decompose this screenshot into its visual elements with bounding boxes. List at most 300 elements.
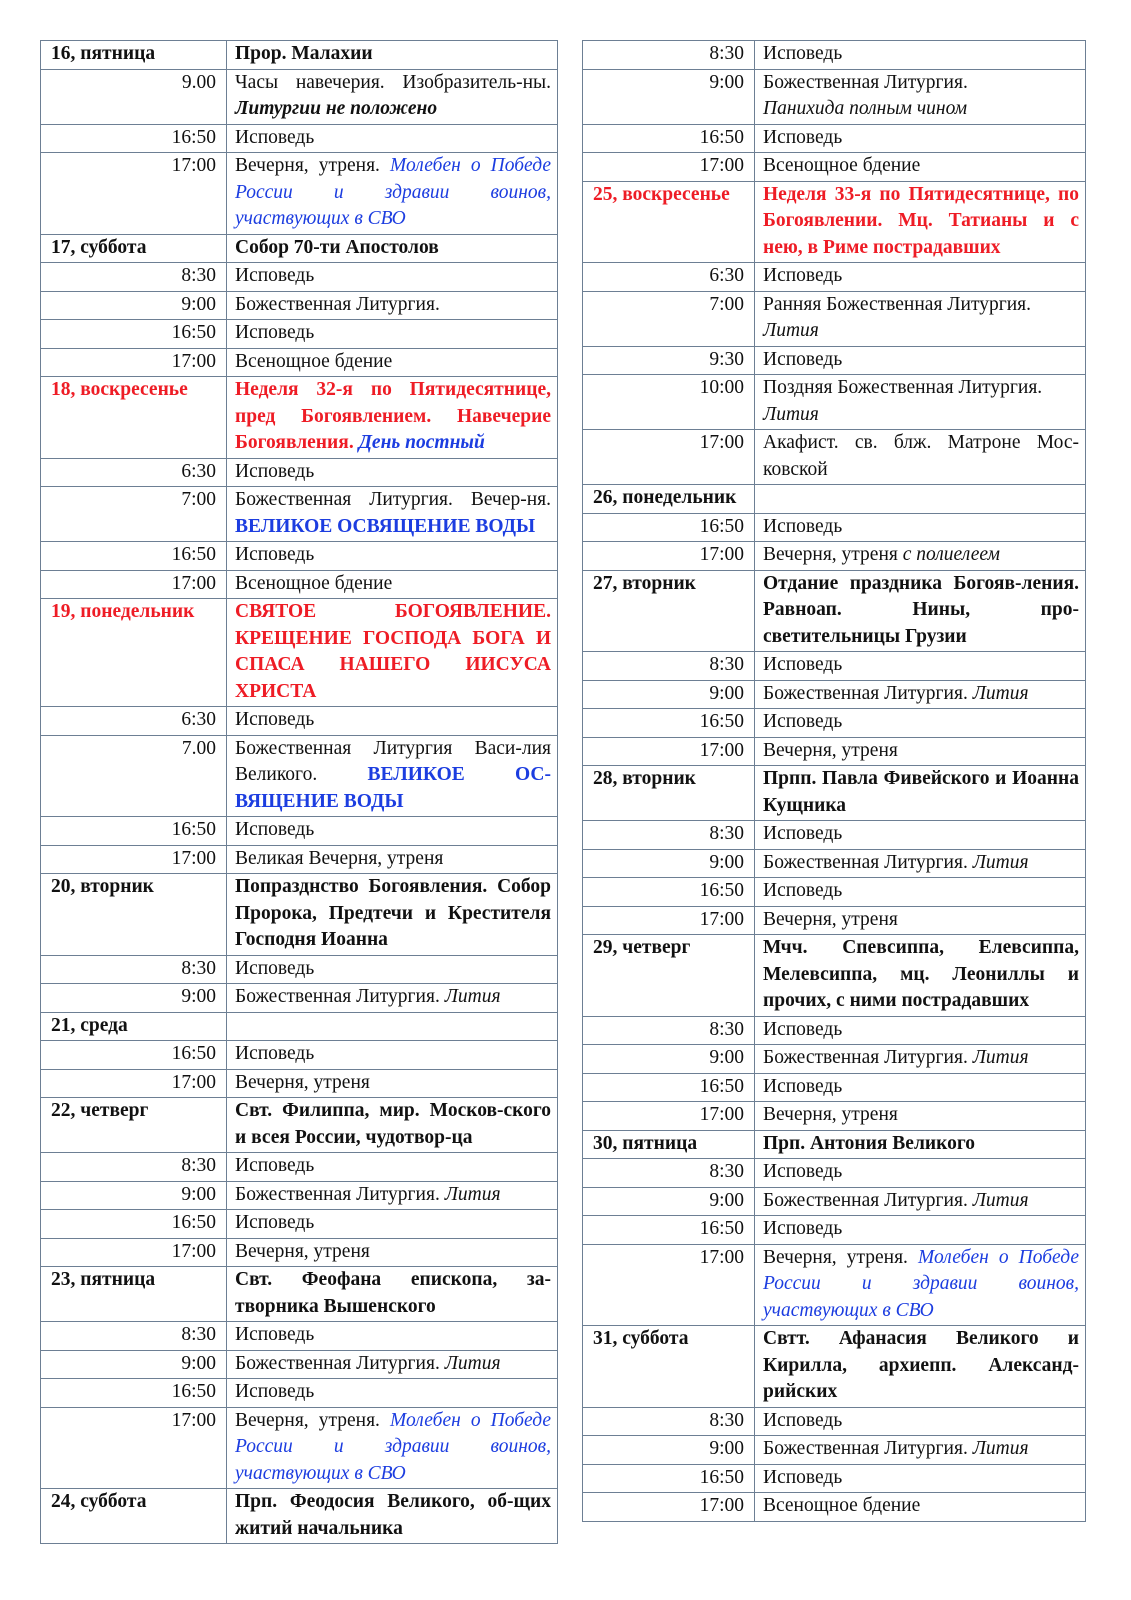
text-segment: Мчч. Спевсиппа, Елевсиппа, Мелевсиппа, мц. Леониллы и прочих, с ними пострадавших bbox=[763, 937, 1079, 1011]
feast-title bbox=[227, 377, 558, 459]
service-description bbox=[755, 513, 1086, 542]
service-time: 17:00 bbox=[41, 1238, 227, 1267]
service-row bbox=[583, 1016, 1086, 1045]
service-row bbox=[41, 1379, 558, 1408]
service-time: 6:30 bbox=[41, 458, 227, 487]
service-description bbox=[227, 320, 558, 349]
text-segment: Лития bbox=[763, 403, 819, 425]
service-time: 17:00 bbox=[41, 1069, 227, 1098]
service-row bbox=[41, 845, 558, 874]
text-segment: Исповедь bbox=[763, 1409, 843, 1431]
text-segment: Исповедь bbox=[235, 544, 315, 565]
day-label: 30, пятница bbox=[583, 1130, 755, 1159]
text-segment: Исповедь bbox=[763, 515, 843, 537]
service-row bbox=[583, 124, 1086, 153]
text-segment: Вечерня, утреня bbox=[235, 1071, 370, 1093]
service-description bbox=[227, 845, 558, 874]
text-segment: Неделя 32-я по Пятидесятнице, пред Богоявлением. Навечерие Богоявления. bbox=[235, 379, 551, 453]
service-time: 8:30 bbox=[41, 1322, 227, 1351]
text-segment: Лития bbox=[444, 1183, 501, 1205]
service-row bbox=[583, 1102, 1086, 1131]
service-time: 16:50 bbox=[41, 1210, 227, 1239]
service-description bbox=[755, 680, 1086, 709]
service-time: 16:50 bbox=[41, 320, 227, 349]
text-segment: Исповедь bbox=[235, 265, 315, 286]
text-segment: Свт. Феофана епископа, за-творника Вышенского bbox=[235, 1269, 551, 1317]
text-segment: Вечерня, утреня bbox=[763, 908, 898, 930]
service-row bbox=[583, 69, 1086, 124]
day-header-row bbox=[41, 1098, 558, 1153]
text-segment: Исповедь bbox=[235, 709, 315, 730]
service-row bbox=[41, 1069, 558, 1098]
service-row bbox=[41, 348, 558, 377]
service-time: 17:00 bbox=[41, 1407, 227, 1489]
service-row bbox=[41, 320, 558, 349]
service-row bbox=[41, 1322, 558, 1351]
day-header-row bbox=[583, 181, 1086, 263]
text-segment: с полиелеем bbox=[902, 544, 1000, 565]
service-time: 7:00 bbox=[583, 291, 755, 346]
text-segment: Исповедь bbox=[763, 1018, 843, 1040]
service-time: 17:00 bbox=[41, 845, 227, 874]
service-row bbox=[41, 263, 558, 292]
service-time: 8:30 bbox=[41, 1153, 227, 1182]
day-label: 23, пятница bbox=[41, 1267, 227, 1322]
service-time: 17:00 bbox=[583, 153, 755, 182]
text-segment: Исповедь bbox=[235, 1324, 315, 1345]
service-time: 8:30 bbox=[583, 1159, 755, 1188]
service-description bbox=[227, 817, 558, 846]
service-time: 16:50 bbox=[583, 709, 755, 738]
service-description bbox=[227, 707, 558, 736]
service-description bbox=[755, 849, 1086, 878]
service-description bbox=[755, 1016, 1086, 1045]
text-segment: Исповедь bbox=[763, 265, 843, 286]
service-description bbox=[755, 1407, 1086, 1436]
feast-title bbox=[227, 1012, 558, 1041]
text-segment: Божественная Литургия. Вечер-ня. bbox=[235, 489, 551, 510]
text-segment: Божественная Литургия. bbox=[763, 1189, 973, 1211]
text-segment: Вечерня, утреня bbox=[763, 739, 898, 761]
service-time: 16:50 bbox=[41, 124, 227, 153]
service-description bbox=[227, 263, 558, 292]
text-segment: Вечерня, утреня. bbox=[235, 155, 391, 176]
service-row bbox=[583, 1045, 1086, 1074]
text-segment: День постный bbox=[358, 432, 485, 453]
day-label: 22, четверг bbox=[41, 1098, 227, 1153]
service-time: 9:30 bbox=[583, 346, 755, 375]
feast-title bbox=[755, 935, 1086, 1017]
service-description bbox=[227, 124, 558, 153]
feast-title bbox=[227, 599, 558, 707]
service-time: 16:50 bbox=[41, 1379, 227, 1408]
day-label: 21, среда bbox=[41, 1012, 227, 1041]
service-row bbox=[583, 1159, 1086, 1188]
service-description bbox=[227, 1350, 558, 1379]
service-description bbox=[227, 487, 558, 542]
text-segment: Божественная Литургия Васи-лия Великого. bbox=[235, 737, 551, 785]
service-row bbox=[41, 817, 558, 846]
service-row bbox=[41, 69, 558, 124]
text-segment: Неделя 33-я по Пятидесятнице, по Богоявлении. Мц. Татианы и с нею, в Риме пострадавших bbox=[763, 183, 1079, 258]
service-time: 17:00 bbox=[41, 153, 227, 235]
service-description bbox=[755, 430, 1086, 485]
service-description bbox=[755, 709, 1086, 738]
feast-title bbox=[227, 874, 558, 956]
text-segment: Исповедь bbox=[763, 711, 843, 732]
day-header-row bbox=[583, 1326, 1086, 1408]
text-segment: Божественная Литургия. bbox=[763, 1438, 973, 1459]
feast-title bbox=[755, 181, 1086, 263]
service-row bbox=[583, 1407, 1086, 1436]
day-header-row bbox=[583, 485, 1086, 514]
schedule-left-table bbox=[40, 40, 558, 1544]
feast-title bbox=[227, 1267, 558, 1322]
service-time: 17:00 bbox=[583, 430, 755, 485]
text-segment: Исповедь bbox=[763, 1218, 843, 1239]
service-row bbox=[583, 1073, 1086, 1102]
text-segment: Исповедь bbox=[763, 654, 843, 675]
text-segment: Всенощное бдение bbox=[235, 572, 393, 594]
text-segment: Прп. Феодосия Великого, об-щих житий начальника bbox=[235, 1491, 551, 1539]
service-time: 17:00 bbox=[41, 570, 227, 599]
service-description bbox=[227, 348, 558, 377]
service-row bbox=[41, 707, 558, 736]
day-label: 24, суббота bbox=[41, 1489, 227, 1544]
service-description bbox=[227, 291, 558, 320]
service-description bbox=[755, 1187, 1086, 1216]
service-time: 9:00 bbox=[41, 291, 227, 320]
text-segment: Божественная Литургия. bbox=[763, 682, 973, 704]
text-segment: ВЕЛИКОЕ ОС-ВЯЩЕНИЕ ВОДЫ bbox=[235, 764, 551, 812]
service-time: 9:00 bbox=[583, 1436, 755, 1465]
service-description bbox=[227, 1041, 558, 1070]
service-row bbox=[41, 984, 558, 1013]
service-row bbox=[41, 735, 558, 817]
service-row bbox=[583, 542, 1086, 571]
text-segment: Лития bbox=[972, 851, 1029, 873]
service-time: 16:50 bbox=[583, 124, 755, 153]
text-segment: Божественная Литургия. bbox=[235, 293, 440, 315]
service-time: 9:00 bbox=[583, 1045, 755, 1074]
service-row bbox=[583, 1216, 1086, 1245]
service-row bbox=[41, 487, 558, 542]
service-time: 9:00 bbox=[583, 1187, 755, 1216]
service-description bbox=[755, 542, 1086, 571]
text-segment: Исповедь bbox=[235, 1155, 315, 1176]
service-description bbox=[227, 1238, 558, 1267]
service-row bbox=[583, 513, 1086, 542]
service-time: 8:30 bbox=[41, 263, 227, 292]
service-row bbox=[41, 458, 558, 487]
text-segment: Исповедь bbox=[763, 880, 843, 901]
text-segment: Исповедь bbox=[763, 43, 843, 64]
service-row bbox=[583, 1493, 1086, 1522]
service-description bbox=[755, 878, 1086, 907]
service-description bbox=[227, 153, 558, 235]
service-time: 16:50 bbox=[583, 1464, 755, 1493]
service-description bbox=[755, 69, 1086, 124]
service-description bbox=[227, 1322, 558, 1351]
service-row bbox=[41, 1153, 558, 1182]
service-time: 16:50 bbox=[41, 542, 227, 571]
service-time: 17:00 bbox=[583, 542, 755, 571]
day-label: 17, суббота bbox=[41, 234, 227, 263]
service-row bbox=[583, 906, 1086, 935]
service-row bbox=[583, 153, 1086, 182]
day-label: 29, четверг bbox=[583, 935, 755, 1017]
day-header-row bbox=[41, 41, 558, 70]
day-label: 31, суббота bbox=[583, 1326, 755, 1408]
schedule-right-body bbox=[583, 41, 1086, 1522]
service-time: 9:00 bbox=[583, 69, 755, 124]
service-row bbox=[583, 1464, 1086, 1493]
service-row bbox=[583, 291, 1086, 346]
text-segment: Акафист. св. блж. Матроне Мос-ковской bbox=[763, 432, 1079, 480]
text-segment: Божественная Литургия. bbox=[763, 851, 973, 873]
text-segment: Часы навечерия. Изобразитель-ны. bbox=[235, 71, 551, 93]
text-segment: Исповедь bbox=[763, 1075, 843, 1097]
text-segment: Исповедь bbox=[235, 819, 315, 840]
text-segment: Лития bbox=[972, 1047, 1029, 1068]
text-segment: Исповедь bbox=[235, 322, 315, 343]
day-label: 26, понедельник bbox=[583, 485, 755, 514]
service-time: 8:30 bbox=[583, 1016, 755, 1045]
service-row bbox=[41, 1181, 558, 1210]
text-segment: Лития bbox=[444, 1352, 501, 1374]
day-label: 20, вторник bbox=[41, 874, 227, 956]
text-segment: Свтт. Афанасия Великого и Кирилла, архиепп. Александ-рийских bbox=[763, 1328, 1079, 1402]
service-row bbox=[583, 821, 1086, 850]
service-description bbox=[755, 263, 1086, 292]
service-description bbox=[227, 458, 558, 487]
text-segment: Исповедь bbox=[763, 348, 843, 370]
service-time: 9.00 bbox=[41, 69, 227, 124]
service-row bbox=[583, 680, 1086, 709]
feast-title bbox=[227, 1489, 558, 1544]
day-header-row bbox=[41, 874, 558, 956]
service-description bbox=[755, 124, 1086, 153]
text-segment: Исповедь bbox=[235, 957, 315, 979]
service-description bbox=[755, 1464, 1086, 1493]
service-row bbox=[583, 375, 1086, 430]
service-description bbox=[755, 1436, 1086, 1465]
service-description bbox=[227, 542, 558, 571]
day-label: 18, воскресенье bbox=[41, 377, 227, 459]
service-row bbox=[41, 1238, 558, 1267]
service-description bbox=[227, 570, 558, 599]
text-segment: Великая Вечерня, утреня bbox=[235, 847, 444, 869]
service-time: 17:00 bbox=[583, 1493, 755, 1522]
text-segment: Молебен о Победе России и здравии воинов, участвующих в СВО bbox=[235, 155, 551, 229]
service-description bbox=[227, 1153, 558, 1182]
text-segment: Исповедь bbox=[763, 1161, 843, 1182]
day-label: 27, вторник bbox=[583, 570, 755, 652]
service-description bbox=[755, 1244, 1086, 1326]
text-segment: Собор 70-ти Апостолов bbox=[235, 236, 439, 258]
service-row bbox=[583, 41, 1086, 70]
service-row bbox=[41, 153, 558, 235]
day-header-row bbox=[41, 1012, 558, 1041]
text-segment: Вечерня, утреня bbox=[763, 544, 903, 565]
text-segment: Панихида полным чином bbox=[763, 98, 968, 119]
service-time: 17:00 bbox=[583, 1102, 755, 1131]
text-segment: Лития bbox=[972, 682, 1029, 704]
text-segment: Исповедь bbox=[763, 126, 843, 148]
service-row bbox=[583, 263, 1086, 292]
service-time: 6:30 bbox=[41, 707, 227, 736]
schedule-left-body bbox=[41, 41, 558, 1544]
service-description bbox=[755, 346, 1086, 375]
text-segment: Исповедь bbox=[235, 1381, 315, 1402]
service-row bbox=[583, 878, 1086, 907]
text-segment: Ранняя Божественная Литургия. bbox=[763, 293, 1032, 315]
service-row bbox=[41, 570, 558, 599]
service-time: 9:00 bbox=[583, 849, 755, 878]
service-description bbox=[227, 984, 558, 1013]
service-time: 16:50 bbox=[41, 1041, 227, 1070]
text-segment: Вечерня, утреня. bbox=[235, 1409, 391, 1431]
service-description bbox=[755, 1045, 1086, 1074]
service-description bbox=[227, 1210, 558, 1239]
service-time: 7:00 bbox=[41, 487, 227, 542]
text-segment: Поздняя Божественная Литургия. bbox=[763, 377, 1043, 398]
feast-title bbox=[755, 485, 1086, 514]
text-segment: Прор. Малахии bbox=[235, 43, 373, 64]
service-description bbox=[755, 737, 1086, 766]
service-row bbox=[41, 124, 558, 153]
text-segment: Лития bbox=[444, 986, 501, 1007]
service-time: 16:50 bbox=[583, 1216, 755, 1245]
service-time: 9:00 bbox=[41, 984, 227, 1013]
service-description bbox=[227, 1407, 558, 1489]
service-description bbox=[755, 291, 1086, 346]
service-time: 9:00 bbox=[41, 1181, 227, 1210]
service-time: 8:30 bbox=[583, 1407, 755, 1436]
text-segment: Божественная Литургия. bbox=[235, 1352, 445, 1374]
day-label: 28, вторник bbox=[583, 766, 755, 821]
service-description bbox=[755, 1493, 1086, 1522]
text-segment: Свт. Филиппа, мир. Москов-ского и всея России, чудотвор-ца bbox=[235, 1100, 551, 1148]
service-time: 8:30 bbox=[583, 652, 755, 681]
service-description bbox=[755, 375, 1086, 430]
service-row bbox=[41, 955, 558, 984]
day-header-row bbox=[41, 377, 558, 459]
service-row bbox=[583, 1436, 1086, 1465]
text-segment: Молебен о Победе России и здравии воинов, участвующих в СВО bbox=[235, 1409, 551, 1484]
service-row bbox=[41, 1407, 558, 1489]
service-row bbox=[583, 346, 1086, 375]
service-time: 6:30 bbox=[583, 263, 755, 292]
service-description bbox=[755, 906, 1086, 935]
text-segment: Всенощное бдение bbox=[763, 1495, 921, 1516]
service-description bbox=[227, 69, 558, 124]
text-segment: Молебен о Победе России и здравии воинов, участвующих в СВО bbox=[763, 1246, 1079, 1321]
text-segment: Исповедь bbox=[763, 823, 843, 844]
feast-title bbox=[227, 41, 558, 70]
day-label: 19, понедельник bbox=[41, 599, 227, 707]
text-segment: Исповедь bbox=[235, 1043, 315, 1064]
text-segment: Вечерня, утреня bbox=[235, 1240, 370, 1262]
text-segment: Исповедь bbox=[763, 1466, 843, 1488]
text-segment: Прпп. Павла Фивейского и Иоанна Кущника bbox=[763, 768, 1079, 816]
text-segment: СВЯТОЕ БОГОЯВЛЕНИЕ. КРЕЩЕНИЕ ГОСПОДА БОГА И СПАСА НАШЕГО ИИСУСА ХРИСТА bbox=[235, 601, 551, 702]
service-description bbox=[227, 735, 558, 817]
text-segment: Всенощное бдение bbox=[235, 350, 393, 372]
service-row bbox=[41, 1350, 558, 1379]
service-row bbox=[41, 1041, 558, 1070]
service-row bbox=[583, 430, 1086, 485]
service-time: 17:00 bbox=[41, 348, 227, 377]
service-time: 16:50 bbox=[583, 513, 755, 542]
day-header-row bbox=[41, 599, 558, 707]
service-time: 17:00 bbox=[583, 1244, 755, 1326]
feast-title bbox=[755, 1130, 1086, 1159]
service-time: 8:30 bbox=[583, 41, 755, 70]
service-description bbox=[755, 821, 1086, 850]
text-segment: Литургии не положено bbox=[235, 98, 438, 119]
day-header-row bbox=[41, 1489, 558, 1544]
service-time: 8:30 bbox=[583, 821, 755, 850]
text-segment: Вечерня, утреня bbox=[763, 1104, 898, 1125]
service-description bbox=[227, 1181, 558, 1210]
text-segment: Вечерня, утреня. bbox=[763, 1246, 919, 1268]
text-segment: Исповедь bbox=[235, 1212, 315, 1233]
text-segment: Попразднство Богоявления. Собор Пророка, Предтечи и Крестителя Господня Иоанна bbox=[235, 876, 551, 950]
service-row bbox=[41, 1210, 558, 1239]
service-time: 8:30 bbox=[41, 955, 227, 984]
service-description bbox=[227, 1379, 558, 1408]
service-time: 7.00 bbox=[41, 735, 227, 817]
text-segment: Божественная Литургия. bbox=[235, 1183, 445, 1205]
service-description bbox=[755, 1159, 1086, 1188]
service-description bbox=[755, 41, 1086, 70]
service-time: 16:50 bbox=[41, 817, 227, 846]
day-header-row bbox=[41, 1267, 558, 1322]
service-row bbox=[41, 291, 558, 320]
service-description bbox=[755, 652, 1086, 681]
service-description bbox=[755, 1102, 1086, 1131]
service-row bbox=[583, 849, 1086, 878]
day-label: 25, воскресенье bbox=[583, 181, 755, 263]
feast-title bbox=[755, 570, 1086, 652]
text-segment: Исповедь bbox=[235, 460, 315, 482]
service-description bbox=[755, 1073, 1086, 1102]
day-header-row bbox=[583, 1130, 1086, 1159]
text-segment: Исповедь bbox=[235, 126, 315, 148]
schedule-right-table bbox=[582, 40, 1086, 1522]
service-time: 16:50 bbox=[583, 878, 755, 907]
service-row bbox=[583, 652, 1086, 681]
text-segment: Лития bbox=[972, 1438, 1029, 1459]
feast-title bbox=[755, 766, 1086, 821]
day-label: 16, пятница bbox=[41, 41, 227, 70]
text-segment: Лития bbox=[972, 1189, 1029, 1211]
feast-title bbox=[227, 1098, 558, 1153]
service-row bbox=[583, 1244, 1086, 1326]
text-segment: Всенощное бдение bbox=[763, 155, 921, 176]
service-time: 17:00 bbox=[583, 906, 755, 935]
service-description bbox=[755, 153, 1086, 182]
service-time: 9:00 bbox=[583, 680, 755, 709]
service-time: 17:00 bbox=[583, 737, 755, 766]
service-row bbox=[41, 542, 558, 571]
service-description bbox=[227, 1069, 558, 1098]
service-description bbox=[227, 955, 558, 984]
service-row bbox=[583, 709, 1086, 738]
text-segment: ВЕЛИКОЕ ОСВЯЩЕНИЕ ВОДЫ bbox=[235, 515, 536, 537]
day-header-row bbox=[583, 766, 1086, 821]
